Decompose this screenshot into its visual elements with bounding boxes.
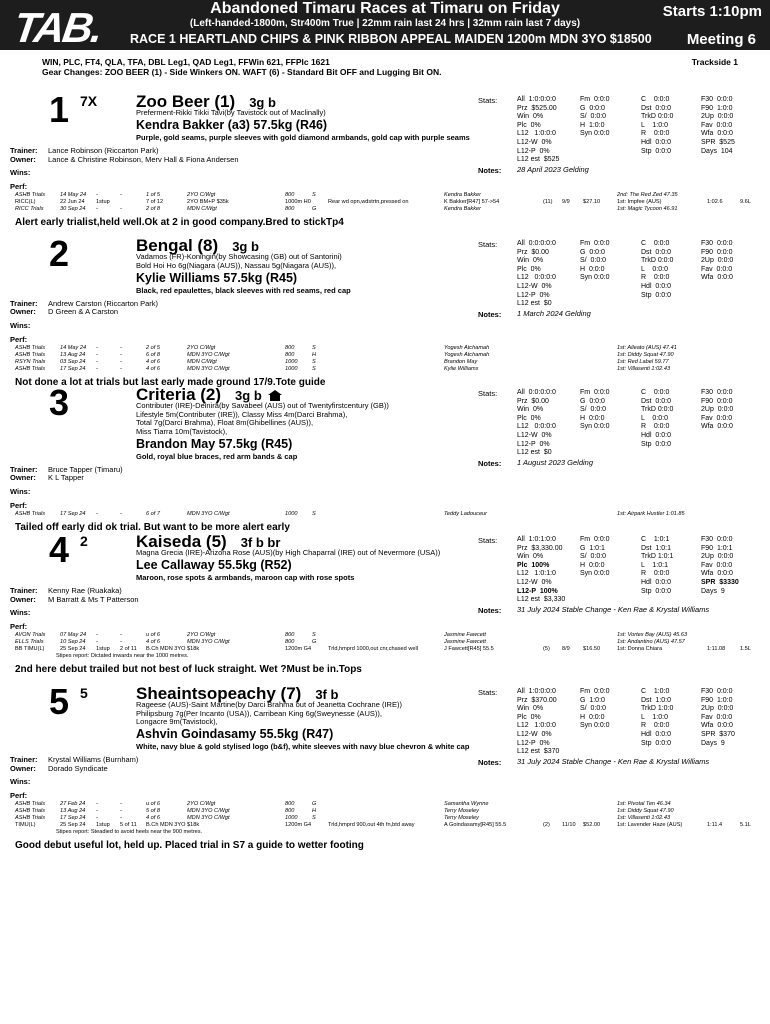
form-cond: G <box>312 206 317 212</box>
form-track: AVON Trials <box>15 632 46 638</box>
form-jockey: Terry Moseley <box>444 808 479 814</box>
owner-label: Owner: <box>10 594 36 604</box>
form-track: ASHB Trials <box>15 801 46 807</box>
pedigree-line: Preferment-Rikki Tikki Tavi(by Tavistock out of Maclinally) <box>136 108 326 117</box>
form-pos: 4 of 6 <box>146 358 160 365</box>
form-cond: G <box>312 801 317 807</box>
wins-label: Wins: <box>10 777 31 786</box>
form-jockey: Jasmine Fawcett <box>444 632 486 638</box>
form-pos: 4 of 6 <box>146 815 160 821</box>
form-date: 22 Jun 24 <box>60 199 85 205</box>
horse-name-text: Bengal (8) <box>136 236 219 255</box>
pedigree-line: Lifestyle 5m(Contributer (IRE)), Classy Miss 4m(Darci Brahma), <box>136 409 348 419</box>
form-cls: MDN C/Wgt <box>187 206 217 212</box>
meeting-title: Abandoned Timaru Races at Timaru on Friday <box>210 0 560 17</box>
trackside-channel: Trackside 1 <box>691 57 738 67</box>
pedigree-line: Rageese (AUS)-Saint Martine(by Darci Brahma out of Jeanetta Cochrane (IRE)) <box>136 700 402 709</box>
form-pos: 6 of 8 <box>146 351 160 358</box>
form-cls: 2YO C/Wgt <box>187 192 216 198</box>
runner-number: 2 <box>49 233 70 274</box>
home-track-icon <box>268 390 281 401</box>
stats-column: All 0:0:0:0:0 Prz $0.00 Win 0% Plc 0% L12 0:0:0:0 L12-W 0% L12-P 0% L12 est $0 <box>517 240 556 308</box>
form-jockey: Samantha Wynne <box>444 801 489 807</box>
form-jockey: Kendra Bakker <box>444 192 482 198</box>
age-sex-colour: 3f b br <box>240 535 281 550</box>
form-cond: S <box>312 365 316 372</box>
form-cls: 2YO C/Wgt <box>187 801 216 807</box>
notes-label: Notes: <box>478 459 502 469</box>
form-jockey: Yogesh Atchamah <box>444 344 490 351</box>
pedigree-line: Longacre 9m(Tavistock), <box>136 717 218 726</box>
form-a: - <box>96 632 98 638</box>
form-date: 30 Sep 24 <box>60 206 86 212</box>
racing-colours: Maroon, rose spots & armbands, maroon cap with rose spots <box>136 573 355 582</box>
stats-column: Fm 0:0:0 G 0:0:0 S/ 0:0:0 H 0:0:0 Syn 0:0:0 <box>580 240 610 282</box>
pedigree-line: Vadamos (FR)-Koningin(by Showcasing (GB) out of Santorini) <box>136 252 342 261</box>
form-c3: $52.00 <box>583 822 601 828</box>
form-track: ASHB Trials <box>15 365 46 372</box>
form-winner: 1st: Impfee (AUS) <box>617 199 662 205</box>
form-c1: (2) <box>543 822 550 828</box>
form-dist: 1000 <box>285 510 298 517</box>
perf-label: Perf: <box>10 791 28 800</box>
wins-label: Wins: <box>10 486 31 496</box>
form-date: 14 May 24 <box>60 192 87 198</box>
form-date: 17 Sep 24 <box>60 365 86 372</box>
stats-column: C 1:0:1 Dst 1:0:1 TrkD 1:0:1 L 1:0:1 R 0:0:0 Hdl 0:0:0 Stp 0:0:0 <box>641 536 674 595</box>
wins-label: Wins: <box>10 168 31 177</box>
form-cls: 2YO BM+P $35k <box>187 199 229 205</box>
owner-name: Dorado Syndicate <box>48 763 108 773</box>
form-cond: S <box>312 344 316 351</box>
form-a: - <box>96 192 98 198</box>
runner-number: 4 <box>49 529 70 570</box>
form-jockey: Yogesh Atchamah <box>444 351 490 358</box>
form-dist: 800 <box>285 344 295 351</box>
jockey-weight: Brandon May 57.5kg (R45) <box>136 436 293 451</box>
form-dist: 800 <box>285 351 295 358</box>
notes-label: Notes: <box>478 166 502 176</box>
tipster-comment: 2nd here debut trailed but not best of luck straight. Wet ?Must be in.Tops <box>15 664 362 675</box>
stats-label: Stats: <box>478 536 498 545</box>
owner-name: K L Tapper <box>48 473 84 482</box>
wins-label: Wins: <box>10 608 31 617</box>
form-pos: 7 of 12 <box>146 199 164 205</box>
form-cls: 2YO C/Wgt <box>187 632 216 638</box>
form-track: ASHB Trials <box>15 344 46 351</box>
form-date: 25 Sep 24 <box>60 822 86 828</box>
form-line <box>0 646 770 653</box>
race-name: RACE 1 HEARTLAND CHIPS & PINK RIBBON APPEAL MAIDEN 1200m MDN 3YO $18500 <box>130 32 652 46</box>
form-line <box>0 199 770 206</box>
form-cond: H <box>312 808 317 814</box>
jockey-weight: Kendra Bakker (a3) 57.5kg (R46) <box>136 118 328 132</box>
stats-column: C 0:0:0 Dst 0:0:0 TrkD 0:0:0 L 1:0:0 R 0:0:0 Hdl 0:0:0 Stp 0:0:0 <box>641 96 674 155</box>
form-dist: 800 <box>285 632 295 638</box>
form-b: - <box>120 344 122 351</box>
form-pos: 4 of 6 <box>146 639 160 645</box>
pedigree-line: Miss Tiarra 10m(Tavistock), <box>136 426 228 436</box>
tipster-comment: Not done a lot at trials but last early made ground 17/9.Tote guide <box>15 376 326 388</box>
form-a: - <box>96 206 98 212</box>
form-cond: S <box>312 632 316 638</box>
form-line <box>0 801 770 808</box>
stats-column: F30 0:0:0 F90 0:0:0 2Up 0:0:0 Fav 0:0:0 Wfa 0:0:0 <box>701 389 734 431</box>
form-winner: 1st: Alleato (AUS) 47.41 <box>617 344 677 351</box>
notes-text: 1 March 2024 Gelding <box>517 309 591 319</box>
form-b: - <box>120 815 122 821</box>
form-b: 2 of 11 <box>120 646 137 652</box>
stats-column: F30 0:0:0 F90 0:0:0 2Up 0:0:0 Fav 0:0:0 Wfa 0:0:0 <box>701 240 734 282</box>
form-a: - <box>96 351 98 358</box>
form-jockey: J Fawcett[R45] 55.5 <box>444 646 494 652</box>
form-line <box>0 345 770 352</box>
stats-column: All 1:0:1:0:0 Prz $3,330.00 Win 0% Plc 100% L12 1:0:1:0 L12-W 0% L12-P 100% L12 est $3,330 <box>517 536 566 604</box>
racing-colours: White, navy blue & gold stylised logo (b&f), white sleeves with navy blue chevron & white cap <box>136 742 470 751</box>
form-winner: 1st: Pivotal Ten 46.34 <box>617 801 671 807</box>
form-c2: 11/10 <box>562 822 576 828</box>
stats-column: F30 0:0:0 F90 1:0:0 2Up 0:0:0 Fav 0:0:0 Wfa 0:0:0 SPR $370 Days 9 <box>701 688 735 747</box>
track-conditions: (Left-handed-1800m, Str400m True | 22mm rain last 24 hrs | 32mm rain last 7 days) <box>189 18 581 29</box>
owner-label: Owner: <box>10 154 36 164</box>
stats-column: F30 0:0:0 F90 1:0:0 2Up 0:0:0 Fav 0:0:0 Wfa 0:0:0 SPR $525 Days 104 <box>701 96 735 155</box>
owner-label: Owner: <box>10 307 36 316</box>
form-date: 17 Sep 24 <box>60 510 86 517</box>
form-line <box>0 808 770 815</box>
notes-label: Notes: <box>478 310 502 320</box>
form-b: - <box>120 192 122 198</box>
form-winner: 1st: Donna Chiara <box>617 646 663 652</box>
notes-label: Notes: <box>478 758 502 768</box>
form-t: 1:02.6 <box>707 199 723 205</box>
tab-logo: TAB. <box>10 4 105 51</box>
form-sp: 5.1L <box>740 822 751 828</box>
form-b: - <box>120 801 122 807</box>
race-header <box>0 0 770 50</box>
form-jockey: Kendra Bakker <box>444 206 482 212</box>
form-cls: MDN 3YO C/Wgt <box>187 815 230 821</box>
stats-column: C 0:0:0 Dst 0:0:0 TrkD 0:0:0 L 0:0:0 R 0:0:0 Hdl 0:0:0 Stp 0:0:0 <box>641 389 674 448</box>
form-cond: S <box>312 192 316 198</box>
form-b: - <box>120 808 122 814</box>
owner-label: Owner: <box>10 763 36 773</box>
stats-label: Stats: <box>478 688 498 697</box>
form-date: 10 Sep 24 <box>60 639 86 645</box>
owner-name: D Green & A Carston <box>48 307 119 316</box>
trainer-label: Trainer: <box>10 464 38 474</box>
form-winner: 1st: Villasenti 1:02.43 <box>617 815 671 821</box>
form-sp: 1.5L <box>740 646 751 652</box>
form-a: - <box>96 365 98 372</box>
runner-number: 1 <box>49 89 70 130</box>
age-sex-colour: 3g b <box>249 95 276 110</box>
form-track: RICC(L) <box>15 199 36 205</box>
form-t: 1:11.4 <box>707 822 723 828</box>
stewards-report: Stipes report: Steadied to avoid heels near the 900 metres. <box>56 829 203 835</box>
form-cls: MDN 3YO C/Wgt <box>187 808 230 814</box>
form-winner: 1st: Red Label 59.77 <box>617 358 669 365</box>
form-track: ASHB Trials <box>15 510 46 517</box>
form-pos: 2 of 5 <box>146 344 160 351</box>
stats-column: Fm 0:0:0 G 0:0:0 S/ 0:0:0 H 0:0:0 Syn 0:0:0 <box>580 389 610 431</box>
notes-text: 31 July 2024 Stable Change - Ken Rae & Krystal Williams <box>517 605 710 615</box>
form-b: - <box>120 351 122 358</box>
form-line <box>0 632 770 639</box>
form-pos: 2 of 8 <box>146 206 160 212</box>
form-b: - <box>120 510 122 517</box>
gear-changes: Gear Changes: ZOO BEER (1) - Side Winkers ON. WAFT (6) - Standard Bit OFF and Lugging Bit ON. <box>42 67 442 77</box>
owner-label: Owner: <box>10 473 36 482</box>
form-line <box>0 192 770 199</box>
stats-column: Fm 0:0:0 G 1:0:1 S/ 0:0:0 H 0:0:0 Syn 0:0:0 <box>580 536 610 578</box>
stats-column: All 1:0:0:0:0 Prz $370.00 Win 0% Plc 0% L12 1:0:0:0 L12-W 0% L12-P 0% L12 est $370 <box>517 688 560 756</box>
form-c1: (5) <box>543 646 550 652</box>
form-dist: 1200m G4 <box>285 822 312 828</box>
form-cls: MDN 3YO C/Wgt <box>187 639 230 645</box>
form-a: - <box>96 358 98 365</box>
meeting-number: Meeting 6 <box>686 31 756 48</box>
form-a: 1stup <box>96 199 110 205</box>
stats-column: All 1:0:0:0:0 Prz $525.00 Win 0% Plc 0% L12 1:0:0:0 L12-W 0% L12-P 0% L12 est $525 <box>517 96 560 164</box>
form-b: - <box>120 365 122 372</box>
form-comm: Trld,hmprd 900,out 4th fn,btd away <box>328 822 415 828</box>
form-dist: 800 <box>285 639 295 645</box>
stats-label: Stats: <box>478 240 498 249</box>
horse-name-text: Criteria (2) <box>136 385 222 404</box>
form-line <box>0 639 770 646</box>
form-winner: 1st: Diddy Squat 47.90 <box>617 351 674 358</box>
form-date: 13 Aug 24 <box>60 351 86 358</box>
form-jockey: Jasmine Fawcett <box>444 639 486 645</box>
pedigree-line: Magna Grecia (IRE)-Arizona Rose (AUS)(by High Chaparral (IRE) out of Nevermore (USA)) <box>136 548 441 557</box>
form-t: 1:11.08 <box>707 646 726 652</box>
form-winner: 2nd: The Red Zed 47.35 <box>617 192 678 198</box>
form-cond: H <box>312 351 317 358</box>
form-line <box>0 359 770 366</box>
start-time: Starts 1:10pm <box>662 3 762 20</box>
form-line <box>0 352 770 359</box>
runner-number: 5 <box>49 681 70 722</box>
form-dist: 800 <box>285 801 295 807</box>
form-dist: 800 <box>285 808 295 814</box>
form-winner: 1st: Villasenti 1:02.43 <box>617 365 671 372</box>
horse-name-text: Sheaintsopeachy (7) <box>136 684 302 703</box>
form-sp: 9.6L <box>740 199 751 205</box>
tipster-comment: Good debut useful lot, held up. Placed trial in S7 a guide to wetter footing <box>15 840 364 851</box>
form-date: 07 May 24 <box>60 632 87 638</box>
trainer-name: Lance Robinson (Riccarton Park) <box>48 146 159 155</box>
form-cls: MDN 3YO C/Wgt <box>187 351 230 358</box>
form-winner: 1st: Vortex Bay (AUS) 45.63 <box>617 632 688 638</box>
form-winner: 1st: Magic Tycoon 46.91 <box>617 206 678 212</box>
form-track: ASHB Trials <box>15 192 46 198</box>
form-c3: $27.10 <box>583 199 601 205</box>
form-track: BB TIMU(L) <box>15 646 45 652</box>
form-line <box>0 366 770 373</box>
form-a: - <box>96 344 98 351</box>
form-a: - <box>96 808 98 814</box>
jockey-weight: Ashvin Goindasamy 55.5kg (R47) <box>136 727 334 741</box>
form-winner: 1st: Diddy Squat 47.90 <box>617 808 674 814</box>
stewards-report: Stipes report: Dictated inwards near the 1000 metres. <box>56 653 189 659</box>
barrier-number: 5 <box>80 685 88 701</box>
form-winner: 1st: Andantino (AUS) 47.57 <box>617 639 685 645</box>
form-line <box>0 822 770 829</box>
form-cond: S <box>312 510 316 517</box>
form-track: ASHB Trials <box>15 808 46 814</box>
bet-types: WIN, PLC, FT4, QLA, TFA, DBL Leg1, QAD Leg1, FFWin 621, FFPlc 1621 <box>42 57 330 67</box>
owner-name: M Barratt & Ms T Patterson <box>48 594 139 604</box>
perf-label: Perf: <box>10 500 28 510</box>
stats-column: C 0:0:0 Dst 0:0:0 TrkD 0:0:0 L 0:0:0 R 0:0:0 Hdl 0:0:0 Stp 0:0:0 <box>641 240 674 299</box>
pedigree-line: Contributer (IRE)-Deinira(by Savabeel (AUS) out of Twentyfirstcentury (GB)) <box>136 401 389 410</box>
form-jockey: Terry Moseley <box>444 815 479 821</box>
form-c2: 8/9 <box>562 646 570 652</box>
form-date: 13 Aug 24 <box>60 808 86 814</box>
racing-colours: Black, red epaulettes, black sleeves with red seams, red cap <box>136 285 351 295</box>
barrier-number: 2 <box>80 533 88 549</box>
form-pos: 6 of 7 <box>146 510 160 517</box>
stats-column: Fm 0:0:0 G 0:0:0 S/ 0:0:0 H 1:0:0 Syn 0:0:0 <box>580 96 610 138</box>
form-cls: MDN 3YO C/Wgt <box>187 365 230 372</box>
form-c1: (11) <box>543 199 553 205</box>
perf-label: Perf: <box>10 622 28 631</box>
form-b: - <box>120 632 122 638</box>
form-jockey: K Bakker[R47] 57->54 <box>444 199 500 205</box>
form-a: - <box>96 801 98 807</box>
tipster-comment: Alert early trialist,held well.Ok at 2 in good company.Bred to stickTp4 <box>15 217 344 228</box>
age-sex-colour: 3f b <box>315 687 339 702</box>
form-line <box>0 815 770 822</box>
form-date: 14 May 24 <box>60 344 87 351</box>
form-track: TIMU(L) <box>15 822 36 828</box>
form-dist: 1000 <box>285 815 298 821</box>
form-winner: 1st: Airpark Hustler 1:01.85 <box>617 510 685 517</box>
age-sex-colour: 3g b <box>235 388 262 403</box>
perf-label: Perf: <box>10 334 28 344</box>
stats-label: Stats: <box>478 96 498 105</box>
trainer-name: Krystal Williams (Burnham) <box>48 755 139 764</box>
jockey-weight: Lee Callaway 55.5kg (R52) <box>136 558 292 572</box>
form-a: - <box>96 510 98 517</box>
tipster-comment: Tailed off early did ok trial. But want to be more alert early <box>15 521 290 533</box>
form-dist: 1200m G4 <box>285 646 312 652</box>
wins-label: Wins: <box>10 320 31 330</box>
jockey-weight: Kylie Williams 57.5kg (R45) <box>136 270 298 285</box>
form-pos: 5 of 8 <box>146 808 160 814</box>
stats-column: Fm 0:0:0 G 1:0:0 S/ 0:0:0 H 0:0:0 Syn 0:0:0 <box>580 688 610 730</box>
form-c2: 9/9 <box>562 199 570 205</box>
form-dist: 1000 <box>285 365 298 372</box>
form-pos: 4 of 6 <box>146 365 160 372</box>
form-dist: 800 <box>285 192 295 198</box>
form-track: ASHB Trials <box>15 351 46 358</box>
form-date: 27 Feb 24 <box>60 801 86 807</box>
form-date: 03 Sep 24 <box>60 358 86 365</box>
pedigree-line: Total 7g(Darci Brahma), Float 8m(Ghibellines (AUS)), <box>136 418 314 427</box>
form-pos: B.Ch MDN 3YO $18k <box>146 822 200 828</box>
form-date: 17 Sep 24 <box>60 815 86 821</box>
form-track: RICC Trials <box>15 206 44 212</box>
stats-column: F30 0:0:0 F90 1:0:1 2Up 0:0:0 Fav 0:0:0 Wfa 0:0:0 SPR $3330 Days 9 <box>701 536 739 595</box>
stats-column: C 1:0:0 Dst 1:0:0 TrkD 1:0:0 L 1:0:0 R 0:0:0 Hdl 0:0:0 Stp 0:0:0 <box>641 688 674 747</box>
form-comm: Rear wd opn,wdstrtn,pressed on <box>328 199 409 205</box>
trainer-label: Trainer: <box>10 146 38 155</box>
trainer-name: Bruce Tapper (Timaru) <box>48 464 123 474</box>
form-track: RSYN Trials <box>15 358 46 365</box>
stats-column: All 0:0:0:0:0 Prz $0.00 Win 0% Plc 0% L12 0:0:0:0 L12-W 0% L12-P 0% L12 est $0 <box>517 389 556 457</box>
form-line <box>0 206 770 213</box>
form-comm: Trld,hmprd 1000,out cnr,chased well <box>328 646 418 652</box>
form-track: ELLS Trials <box>15 639 44 645</box>
notes-text: 28 April 2023 Gelding <box>517 165 589 175</box>
owner-name: Lance & Christine Robinson, Merv Hall & Fiona Andersen <box>48 154 239 164</box>
notes-text: 31 July 2024 Stable Change - Ken Rae & Krystal Williams <box>517 757 710 767</box>
notes-label: Notes: <box>478 606 502 616</box>
form-cls: 2YO C/Wgt <box>187 344 216 351</box>
form-cond: G <box>312 639 317 645</box>
form-b: - <box>120 358 122 365</box>
barrier-number: 7X <box>80 93 98 109</box>
form-b: - <box>120 206 122 212</box>
form-cls: MDN C/Wgt <box>187 358 217 365</box>
form-date: 25 Sep 24 <box>60 646 86 652</box>
form-jockey: Teddy Ladouceur <box>444 510 488 517</box>
form-dist: 800 <box>285 206 295 212</box>
racing-colours: Gold, royal blue braces, red arm bands & cap <box>136 451 298 461</box>
form-line <box>0 511 770 518</box>
notes-text: 1 August 2023 Gelding <box>517 458 594 468</box>
form-track: ASHB Trials <box>15 815 46 821</box>
form-cls: MDN 3YO C/Wgt <box>187 510 230 517</box>
form-a: - <box>96 639 98 645</box>
form-jockey: A Goindasamy[R45] 55.5 <box>444 822 507 828</box>
pedigree-line: Philipsburg 7g(Per Incanto (USA)), Carribean King 6g(Sweynesse (AUS)), <box>136 708 382 718</box>
form-dist: 1000 <box>285 358 298 365</box>
form-pos: u of 6 <box>146 801 160 807</box>
form-jockey: Brandon May <box>444 358 478 365</box>
form-pos: u of 6 <box>146 632 160 638</box>
form-a: 1stup <box>96 646 110 652</box>
form-winner: 1st: Lavender Haze (AUS) <box>617 822 683 828</box>
pedigree-line: Bold Hoi Ho 6g(Niagara (AUS)), Nassau 5g(Niagara (AUS)), <box>136 260 337 270</box>
perf-label: Perf: <box>10 182 28 191</box>
form-cond: S <box>312 358 316 365</box>
form-dist: 1000m H0 <box>285 199 311 205</box>
horse-name-text: Zoo Beer (1) <box>136 92 236 111</box>
form-cond: S <box>312 815 316 821</box>
trainer-label: Trainer: <box>10 298 38 308</box>
runner-number: 3 <box>49 382 70 423</box>
form-pos: B.Ch MDN 3YO $18k <box>146 646 200 652</box>
form-jockey: Kylie Williams <box>444 365 479 372</box>
trainer-name: Andrew Carston (Riccarton Park) <box>48 298 159 308</box>
form-b: 5 of 11 <box>120 822 137 828</box>
age-sex-colour: 3g b <box>232 239 259 254</box>
form-a: 1stup <box>96 822 110 828</box>
form-a: - <box>96 815 98 821</box>
form-c3: $16.50 <box>583 646 601 652</box>
trainer-name: Kenny Rae (Ruakaka) <box>48 586 122 595</box>
racing-colours: Purple, gold seams, purple sleeves with gold diamond armbands, gold cap with purple seams <box>136 133 470 142</box>
trainer-label: Trainer: <box>10 755 38 764</box>
horse-name-text: Kaiseda (5) <box>136 532 227 551</box>
form-b: - <box>120 639 122 645</box>
form-pos: 1 of 5 <box>146 192 160 198</box>
trainer-label: Trainer: <box>10 586 38 595</box>
stats-label: Stats: <box>478 389 498 398</box>
